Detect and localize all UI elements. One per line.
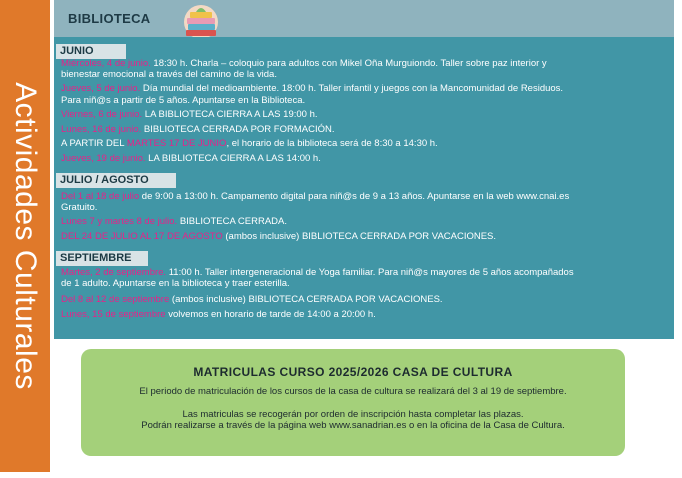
- matriculas-line: El periodo de matriculación de los cursos de la casa de cultura se realizará del 3 al 19 de septiembre.: [139, 386, 567, 397]
- list-item: Del 8 al 12 de septiembre (ambos inclusive) BIBLIOTECA CERRADA POR VACACIONES.: [61, 294, 443, 305]
- matriculas-box: [81, 349, 625, 456]
- page-title: BIBLIOTECA: [68, 11, 151, 26]
- list-item: Lunes 7 y martes 8 de julio. BIBLIOTECA CERRADA.: [61, 216, 287, 227]
- section-header-julio-agosto: JULIO / AGOSTO: [56, 173, 176, 188]
- list-item: Miércoles, 4 de junio. 18:30 h. Charla – coloquio para adultos con Mikel Oña Murguiondo. Taller sobre paz interior y: [61, 58, 547, 69]
- books-icon: [176, 2, 226, 42]
- list-item: Lunes, 16 de junio. BIBLIOTECA CERRADA POR FORMACIÓN.: [61, 124, 335, 135]
- list-item: Jueves, 5 de junio. Día mundial del medioambiente. 18:00 h. Taller infantil y juegos con la Mancomunidad de Residuos.: [61, 83, 564, 94]
- sidebar-title: Actividades Culturales: [9, 82, 42, 390]
- list-item-cont: de 1 adulto. Apuntarse en la biblioteca y traer esterilla.: [61, 278, 290, 289]
- section-header-septiembre: SEPTIEMBRE: [56, 251, 148, 266]
- matriculas-line: Las matriculas se recogerán por orden de inscripción hasta completar las plazas.: [182, 409, 524, 420]
- matriculas-title: MATRICULAS CURSO 2025/2026 CASA DE CULTURA: [193, 365, 513, 379]
- list-item-cont: bienestar emocional a través del camino de la vida.: [61, 69, 277, 80]
- list-item-cont: Gratuito.: [61, 202, 98, 213]
- list-item: Jueves, 19 de junio. LA BIBLIOTECA CIERRA A LAS 14:00 h.: [61, 153, 321, 164]
- section-header-junio: JUNIO: [56, 44, 126, 59]
- matriculas-line: Podrán realizarse a través de la página web www.sanadrian.es o en la oficina de la Casa de Cultura.: [141, 420, 565, 431]
- list-item: Viernes, 6 de junio. LA BIBLIOTECA CIERRA A LAS 19:00 h.: [61, 109, 318, 120]
- list-item: Martes, 2 de septiembre. 11:00 h. Taller intergeneracional de Yoga familiar. Para niñ@s mayores de 5 años acompañados: [61, 267, 574, 278]
- sidebar-banner: [0, 0, 50, 472]
- list-item: Del 1 al 18 de julio de 9:00 a 13:00 h. Campamento digital para niñ@s de 9 a 13 años. Apuntarse en la web www.cnai.es: [61, 191, 570, 202]
- list-item-cont: Para niñ@s a partir de 5 años. Apuntarse en la Biblioteca.: [61, 95, 306, 106]
- list-item: Lunes, 15 de septiembre volvemos en horario de tarde de 14:00 a 20:00 h.: [61, 309, 376, 320]
- list-item: A PARTIR DEL MARTES 17 DE JUNIO, el horario de la biblioteca será de 8:30 a 14:30 h.: [61, 138, 438, 149]
- list-item: DEL 24 DE JULIO AL 17 DE AGOSTO (ambos inclusive) BIBLIOTECA CERRADA POR VACACIONES.: [61, 231, 497, 242]
